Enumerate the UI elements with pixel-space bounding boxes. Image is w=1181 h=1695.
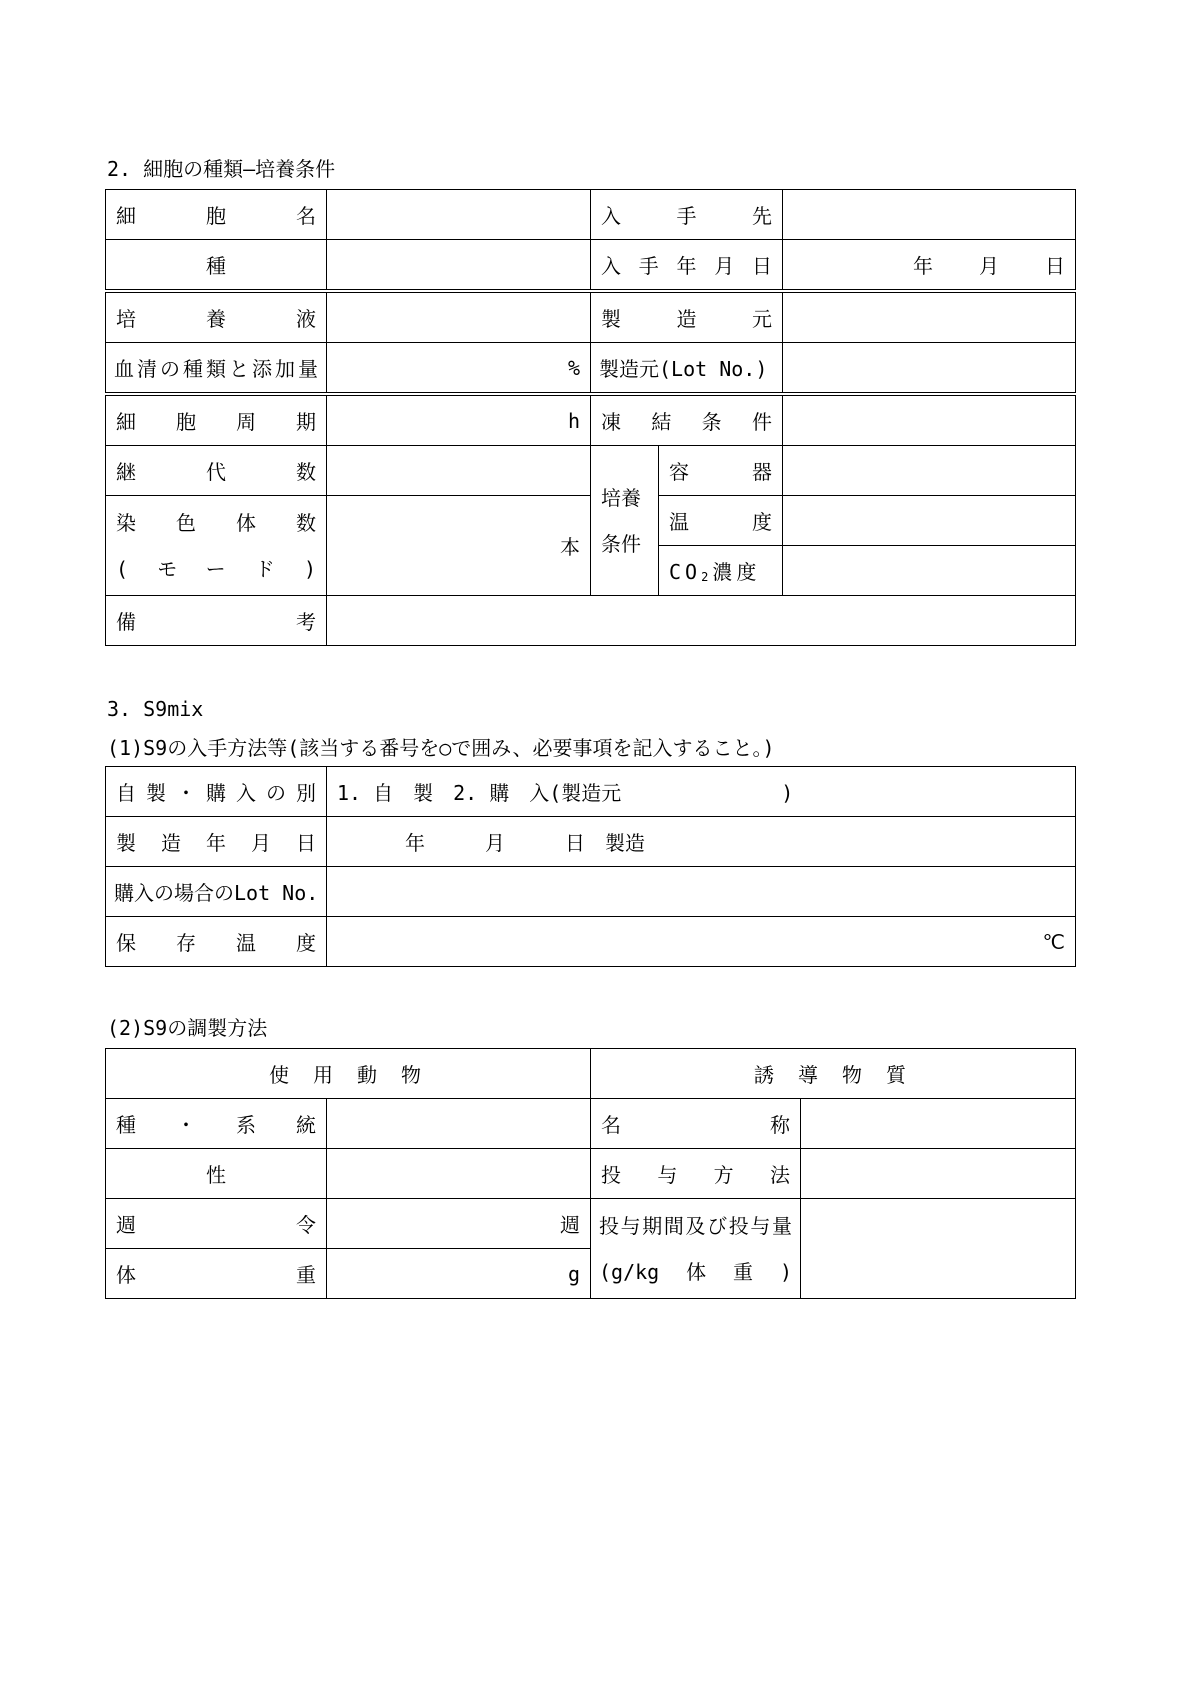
label-storage-temp: 保存温度 bbox=[106, 917, 327, 967]
label-inducer-name: 名 称 bbox=[591, 1099, 801, 1149]
container-field[interactable] bbox=[783, 446, 1076, 496]
inducer-name-field[interactable] bbox=[801, 1099, 1076, 1149]
date-obtained-field[interactable] bbox=[783, 240, 1076, 292]
s9-preparation-table bbox=[105, 1048, 1076, 1299]
label-co2 bbox=[659, 546, 783, 596]
culture-cond-line2: 条件 bbox=[601, 531, 641, 556]
sub2-title: (2)S9の調製方法 bbox=[107, 1016, 268, 1040]
celsius-unit: ℃ bbox=[1042, 929, 1065, 954]
label-admin-method: 投与方法 bbox=[591, 1149, 801, 1199]
mfg-date-field[interactable]: 年 月 日 製造 bbox=[327, 817, 1076, 867]
co2-sub: 2 bbox=[701, 570, 713, 584]
section3-title: 3. S9mix bbox=[107, 697, 204, 721]
manufacturer-lot-field[interactable] bbox=[783, 343, 1076, 395]
label-cell-name: 細 胞 名 bbox=[106, 190, 327, 240]
label-manufacturer-lot: 製造元(Lot No.) bbox=[591, 343, 783, 395]
year-label: 年 bbox=[913, 254, 933, 278]
sub1-title: (1)S9の入手方法等(該当する番号を○で囲み、必要事項を記入すること。) bbox=[107, 736, 775, 760]
label-weight: 体 重 bbox=[106, 1249, 327, 1299]
co2-prefix: CO bbox=[669, 560, 702, 584]
label-medium: 培 養 液 bbox=[106, 291, 327, 343]
passage-field[interactable] bbox=[327, 446, 591, 496]
serum-field[interactable] bbox=[327, 343, 591, 395]
label-temperature: 温 度 bbox=[659, 496, 783, 546]
cell-cycle-field[interactable] bbox=[327, 394, 591, 446]
label-dose bbox=[591, 1199, 801, 1299]
label-date-obtained: 入手年月日 bbox=[591, 240, 783, 292]
label-species: 種 bbox=[106, 240, 327, 292]
label-serum: 血清の種類と添加量 bbox=[106, 343, 327, 395]
label-culture-conditions bbox=[591, 446, 659, 596]
manufacturer-field[interactable] bbox=[783, 291, 1076, 343]
label-container: 容 器 bbox=[659, 446, 783, 496]
label-source: 入 手 先 bbox=[591, 190, 783, 240]
culture-cond-line1: 培養 bbox=[601, 485, 641, 510]
label-cell-cycle: 細胞周期 bbox=[106, 394, 327, 446]
gram-unit: g bbox=[567, 1261, 580, 1286]
chromosome-line: 染色体数 bbox=[116, 510, 316, 535]
purchase-lot-field[interactable] bbox=[327, 867, 1076, 917]
cell-culture-table bbox=[105, 189, 1076, 646]
dose-field[interactable] bbox=[801, 1199, 1076, 1299]
dose-period-line: 投与期間及び投与量 bbox=[599, 1213, 792, 1238]
percent-unit: % bbox=[567, 355, 580, 380]
storage-temp-field[interactable] bbox=[327, 917, 1076, 967]
section2-title: 2. 細胞の種類―培養条件 bbox=[107, 157, 336, 181]
label-mfg-date: 製造年月日 bbox=[106, 817, 327, 867]
label-self-or-purchase: 自製・購入の別 bbox=[106, 767, 327, 817]
species-field[interactable] bbox=[327, 240, 591, 292]
strain-field[interactable] bbox=[327, 1099, 591, 1149]
hour-unit: h bbox=[567, 408, 580, 433]
month-label: 月 bbox=[979, 254, 999, 278]
label-remarks: 備 考 bbox=[106, 596, 327, 646]
label-strain: 種・系統 bbox=[106, 1099, 327, 1149]
label-freeze: 凍結条件 bbox=[591, 394, 783, 446]
admin-method-field[interactable] bbox=[801, 1149, 1076, 1199]
label-purchase-lot: 購入の場合のLot No. bbox=[106, 867, 327, 917]
medium-field[interactable] bbox=[327, 291, 591, 343]
freeze-field[interactable] bbox=[783, 394, 1076, 446]
self-or-purchase-options[interactable]: 1. 自 製 2. 購 入(製造元 ) bbox=[327, 767, 1076, 817]
temperature-field[interactable] bbox=[783, 496, 1076, 546]
cell-name-field[interactable] bbox=[327, 190, 591, 240]
label-chromosome bbox=[106, 496, 327, 596]
co2-field[interactable] bbox=[783, 546, 1076, 596]
label-manufacturer: 製 造 元 bbox=[591, 291, 783, 343]
week-unit: 週 bbox=[560, 1213, 580, 1237]
chromosome-field[interactable] bbox=[327, 496, 591, 596]
source-field[interactable] bbox=[783, 190, 1076, 240]
age-field[interactable] bbox=[327, 1199, 591, 1249]
weight-field[interactable] bbox=[327, 1249, 591, 1299]
header-inducer: 誘 導 物 質 bbox=[591, 1049, 1076, 1099]
mode-line: (モード) bbox=[116, 556, 316, 581]
label-passage: 継 代 数 bbox=[106, 446, 327, 496]
s9-source-table bbox=[105, 766, 1076, 967]
label-sex: 性 bbox=[106, 1149, 327, 1199]
co2-suffix: 濃度 bbox=[712, 560, 761, 584]
sex-field[interactable] bbox=[327, 1149, 591, 1199]
header-animal: 使 用 動 物 bbox=[106, 1049, 591, 1099]
remarks-field[interactable] bbox=[327, 596, 1076, 646]
chromosome-unit: 本 bbox=[560, 535, 580, 559]
dose-unit-line: (g/kg体重) bbox=[599, 1259, 792, 1284]
label-age: 週 令 bbox=[106, 1199, 327, 1249]
day-label: 日 bbox=[1045, 254, 1065, 278]
